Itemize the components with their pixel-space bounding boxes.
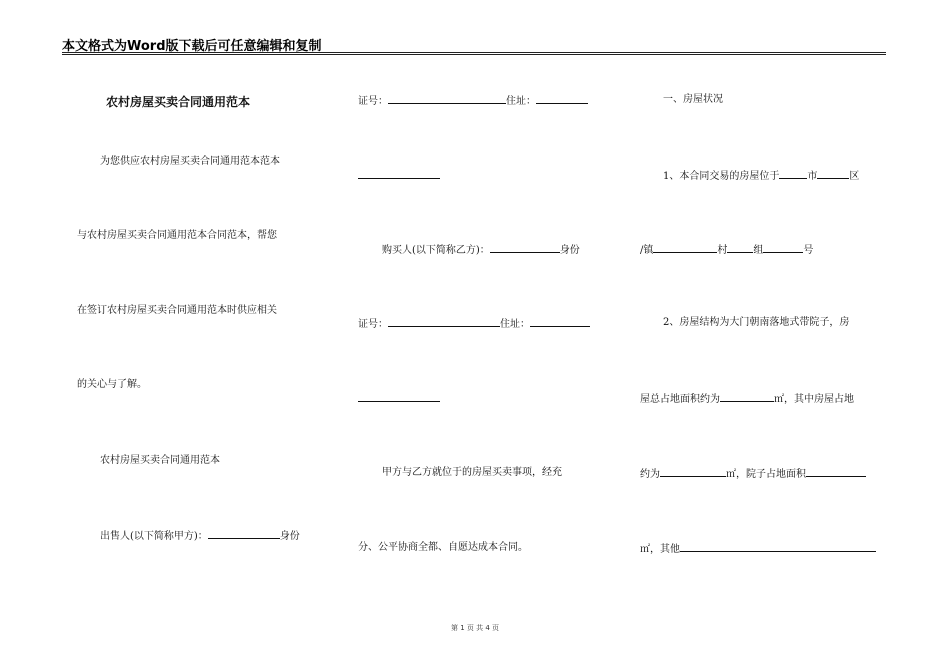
location-text-c: 区 — [849, 171, 860, 182]
buyer-line — [382, 242, 580, 258]
page-footer: 第 1 页 共 4 页 — [450, 624, 500, 632]
area-line-2 — [640, 466, 866, 482]
house-area-blank — [660, 466, 726, 477]
number-text: 号 — [803, 245, 814, 256]
location-text-a: 1、本合同交易的房屋位于 — [663, 171, 780, 182]
seller-id-line — [358, 93, 588, 109]
buyer-addr-blank-2 — [358, 391, 440, 402]
header-title: 本文格式为Word版下载后可任意编辑和复制 — [62, 39, 322, 54]
buyer-addr-cont — [358, 391, 440, 407]
district-blank — [817, 168, 849, 179]
seller-addr-blank — [536, 93, 588, 104]
seller-addr-blank-2 — [358, 168, 440, 179]
area-line-1 — [640, 391, 854, 407]
intro-line-4: 的关心与了解。 — [77, 379, 147, 390]
seller-id-blank — [388, 93, 506, 104]
structure-line: 2、房屋结构为大门朝南落地式带院子，房 — [663, 317, 850, 328]
document-title: 农村房屋买卖合同通用范本 — [106, 95, 251, 109]
house-area-text: ㎡，其中房屋占地 — [774, 394, 854, 405]
intro-line-3: 在签订农村房屋买卖合同通用范本时供应相关 — [77, 305, 277, 316]
town-text: /镇 — [640, 245, 654, 256]
intro-line-2: 与农村房屋买卖合同通用范本合同范本，帮您 — [77, 230, 277, 241]
seller-label: 出售人(以下简称甲方)： — [100, 531, 208, 542]
town-blank — [653, 242, 717, 253]
buyer-label: 购买人(以下简称乙方)： — [382, 245, 490, 256]
buyer-suffix: 身份 — [559, 245, 580, 256]
yard-area-blank — [806, 466, 866, 477]
yard-area-text: ㎡，院子占地面积 — [726, 469, 806, 480]
other-blank — [680, 541, 876, 552]
seller-blank — [208, 528, 280, 539]
section-heading: 一、房屋状况 — [663, 94, 723, 105]
total-area-text: 屋总占地面积约为 — [640, 394, 720, 405]
buyer-id-line — [358, 316, 590, 332]
village-blank — [727, 242, 753, 253]
total-area-blank — [720, 391, 774, 402]
group-blank — [763, 242, 803, 253]
buyer-id-blank — [388, 316, 500, 327]
addr-label: 住址： — [506, 96, 536, 107]
location-line-2 — [640, 242, 813, 258]
subtitle: 农村房屋买卖合同通用范本 — [100, 455, 220, 466]
other-text: ㎡，其他 — [640, 544, 680, 555]
buyer-blank — [490, 242, 560, 253]
id-label: 证号： — [358, 96, 388, 107]
village-text: 村 — [717, 245, 728, 256]
header-rule — [62, 52, 886, 55]
buyer-addr-blank — [530, 316, 590, 327]
addr-label-2: 住址： — [500, 319, 530, 330]
intro-line-1: 为您供应农村房屋买卖合同通用范本范本 — [100, 156, 280, 167]
approx-text: 约为 — [640, 469, 660, 480]
area-line-3 — [640, 541, 876, 557]
seller-addr-cont — [358, 168, 440, 184]
agreement-line-1: 甲方与乙方就位于的房屋买卖事项，经充 — [382, 467, 562, 478]
group-text: 组 — [753, 245, 764, 256]
location-line-1 — [663, 168, 859, 184]
seller-line — [100, 528, 300, 544]
agreement-line-2: 分、公平协商全都、自愿达成本合同。 — [358, 542, 528, 553]
location-text-b: 市 — [807, 171, 818, 182]
seller-suffix: 身份 — [279, 531, 300, 542]
city-blank — [779, 168, 807, 179]
id-label-2: 证号： — [358, 319, 388, 330]
